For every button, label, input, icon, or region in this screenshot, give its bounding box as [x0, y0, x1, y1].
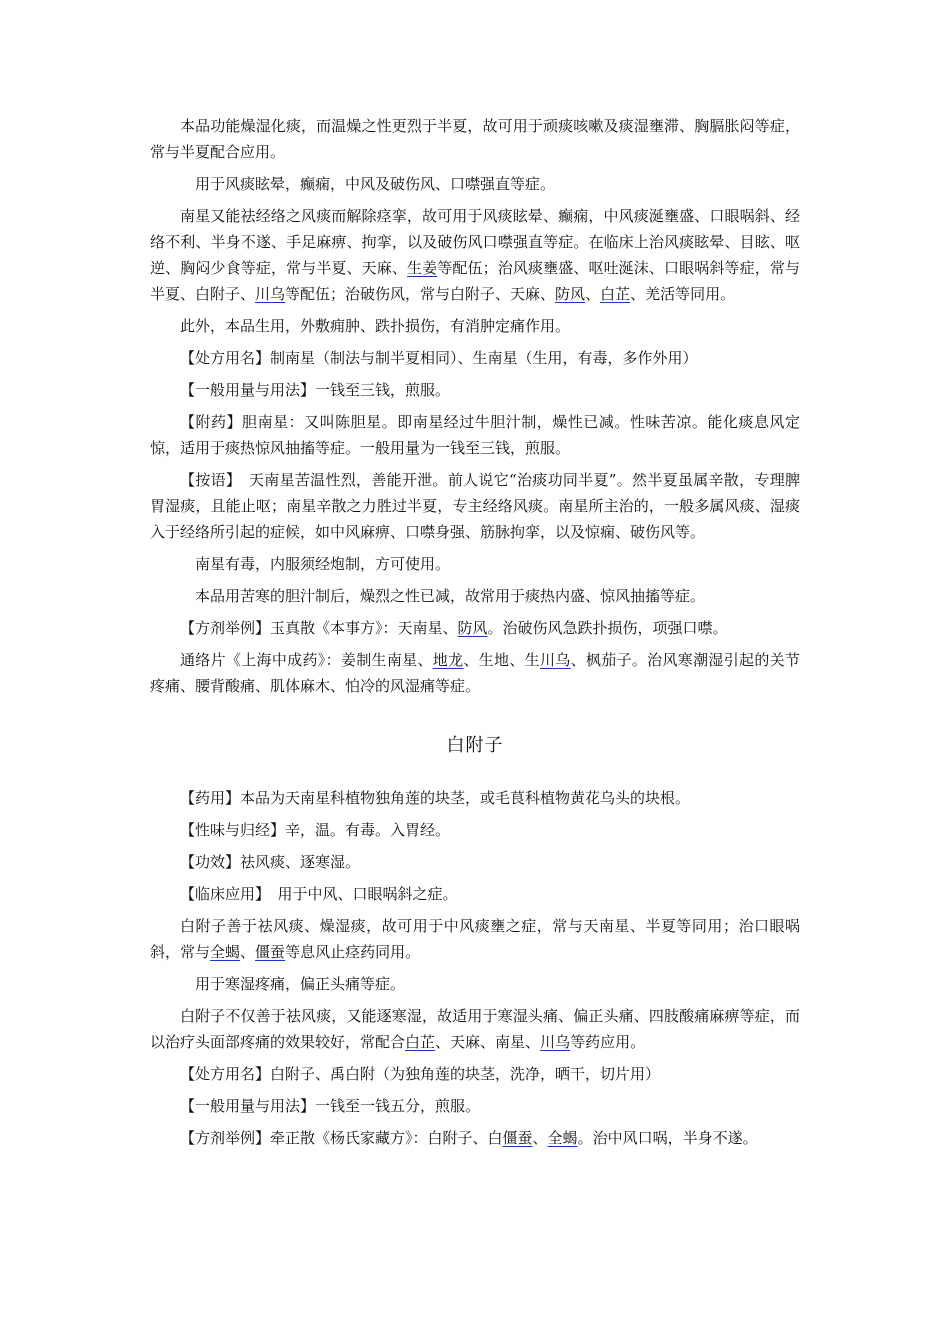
paragraph-text: 此外，本品生用，外敷痈肿、跌扑损伤，有消肿定痛作用。 — [180, 317, 571, 335]
paragraph — [150, 583, 800, 609]
paragraph — [150, 881, 800, 907]
paragraph — [150, 785, 800, 811]
paragraph — [150, 377, 800, 403]
paragraph — [150, 1003, 800, 1055]
herb-link[interactable]: 川乌 — [539, 651, 571, 669]
herb-link[interactable]: 生姜 — [407, 259, 438, 277]
paragraph-text: 、枫茄子。治风寒潮湿引起的关节疼痛、腰背酸痛、肌体麻木、怕冷的风湿痛等症。 — [150, 651, 800, 695]
paragraph — [150, 551, 800, 577]
paragraph-text: 、生地、生 — [463, 651, 540, 669]
paragraph — [150, 817, 800, 843]
herb-link[interactable]: 僵蚕 — [255, 943, 286, 961]
paragraph-text: 白附子不仅善于祛风痰，又能逐寒湿，故适用于寒湿头痛、偏正头痛、四肢酸痛麻痹等症，而以治疗头面部疼痛的效果较好，常配合 — [150, 1007, 800, 1051]
paragraph — [150, 203, 800, 307]
herb-link[interactable]: 川乌 — [255, 285, 286, 303]
paragraph — [150, 913, 800, 965]
paragraph — [150, 313, 800, 339]
paragraph-text: 等配伍；治破伤风，常与白附子、天麻、 — [285, 285, 556, 303]
paragraph — [150, 1125, 800, 1151]
herb-link[interactable]: 全蝎 — [210, 943, 241, 961]
paragraph — [150, 849, 800, 875]
paragraph-text: 等药应用。 — [570, 1033, 646, 1051]
paragraph-text: 【药用】本品为天南星科植物独角莲的块茎，或毛茛科植物黄花乌头的块根。 — [180, 789, 691, 807]
paragraph-text: 【一般用量与用法】一钱至三钱，煎服。 — [180, 381, 451, 399]
herb-link[interactable]: 白芷 — [405, 1033, 436, 1051]
herb-link[interactable]: 川乌 — [540, 1033, 571, 1051]
section-tiannanxing — [150, 113, 800, 699]
paragraph-text: 【按语】 天南星苦温性烈，善能开泄。前人说它“治痰功同半夏”。然半夏虽属辛散，专理脾胃湿痰，且能止呕；南星辛散之力胜过半夏，专主经络风痰。南星所主治的，一般多属风痰、湿痰入于经络所引起的症候，如中风麻痹、口噤身强、筋脉拘挛，以及惊痫、破伤风等。 — [150, 471, 800, 541]
herb-link[interactable]: 白芷 — [600, 285, 631, 303]
paragraph — [150, 345, 800, 371]
paragraph — [150, 615, 800, 641]
paragraph-text: 本品用苦寒的胆汁制后，燥烈之性已减，故常用于痰热内盛、惊风抽搐等症。 — [195, 587, 706, 605]
paragraph-text: 、 — [585, 285, 601, 303]
paragraph — [150, 171, 800, 197]
paragraph-text: 、羌活等同用。 — [630, 285, 736, 303]
paragraph — [150, 1093, 800, 1119]
herb-link[interactable]: 全蝎 — [547, 1129, 578, 1147]
paragraph-text: 【附药】胆南星：又叫陈胆星。即南星经过牛胆汁制，燥性已减。性味苦凉。能化痰息风定惊，适用于痰热惊风抽搐等症。一般用量为一钱至三钱，煎服。 — [150, 413, 800, 457]
paragraph-text: 【临床应用】 用于中风、口眼㖞斜之症。 — [180, 885, 458, 903]
paragraph-text: 用于寒湿疼痛，偏正头痛等症。 — [195, 975, 406, 993]
paragraph-text: 南星有毒，内服须经炮制，方可使用。 — [195, 555, 451, 573]
paragraph-text: 。治破伤风急跌扑损伤，项强口噤。 — [487, 619, 728, 637]
paragraph-text: 通络片《上海中成药》：姜制生南星、 — [180, 651, 433, 669]
paragraph-text: 【处方用名】白附子、禹白附（为独角莲的块茎，洗净，晒干，切片用） — [180, 1065, 661, 1083]
paragraph-text: 、天麻、南星、 — [435, 1033, 541, 1051]
paragraph — [150, 1061, 800, 1087]
herb-link[interactable]: 僵蚕 — [502, 1129, 533, 1147]
paragraph-text: 【方剂举例】牵正散《杨氏家藏方》：白附子、白 — [180, 1129, 503, 1147]
paragraph-text: 南星又能祛经络之风痰而解除痉挛，故可用于风痰眩晕、癫痫，中风痰涎壅盛、口眼㖞斜、经络不利、半身不遂、手足麻痹、拘挛，以及破伤风口噤强直等症。在临床上治风痰眩晕、目眩、呕逆、胸闷少食等症，常与半夏、天麻、 — [150, 207, 800, 277]
paragraph — [150, 971, 800, 997]
section-baifuzi — [150, 785, 800, 1151]
paragraph-text: 【方剂举例】玉真散《本事方》：天南星、 — [180, 619, 458, 637]
herb-link[interactable]: 防风 — [457, 619, 488, 637]
paragraph-text: 等配伍；治风痰壅盛、呕吐涎沫、口眼㖞斜等症，常与半夏、白附子、 — [150, 259, 800, 303]
paragraph-text: 【功效】祛风痰、逐寒湿。 — [180, 853, 361, 871]
paragraph-text: 等息风止痉药同用。 — [285, 943, 421, 961]
paragraph-text: 【性味与归经】辛，温。有毒。入胃经。 — [180, 821, 451, 839]
paragraph-text: 。治中风口㖞，半身不遂。 — [577, 1129, 758, 1147]
section-title: 白附子 — [446, 735, 504, 756]
paragraph-text: 、 — [240, 943, 256, 961]
paragraph-text: 白附子善于祛风痰、燥湿痰，故可用于中风痰壅之症，常与天南星、半夏等同用；治口眼㖞斜，常与 — [150, 917, 800, 961]
paragraph-text: 【一般用量与用法】一钱至一钱五分，煎服。 — [180, 1097, 481, 1115]
paragraph-text: 本品功能燥湿化痰，而温燥之性更烈于半夏，故可用于顽痰咳嗽及痰湿壅滞、胸膈胀闷等症，常与半夏配合应用。 — [150, 117, 800, 161]
paragraph — [150, 113, 800, 165]
paragraph — [150, 647, 800, 699]
paragraph-text: 、 — [532, 1129, 548, 1147]
herb-link[interactable]: 地龙 — [432, 651, 464, 669]
paragraph — [150, 409, 800, 461]
paragraph-text: 【处方用名】制南星（制法与制半夏相同）、生南星（生用，有毒，多作外用） — [180, 349, 698, 367]
document-page — [150, 113, 800, 1157]
paragraph — [150, 467, 800, 545]
herb-link[interactable]: 防风 — [555, 285, 586, 303]
paragraph-text: 用于风痰眩晕，癫痫，中风及破伤风、口噤强直等症。 — [195, 175, 556, 193]
